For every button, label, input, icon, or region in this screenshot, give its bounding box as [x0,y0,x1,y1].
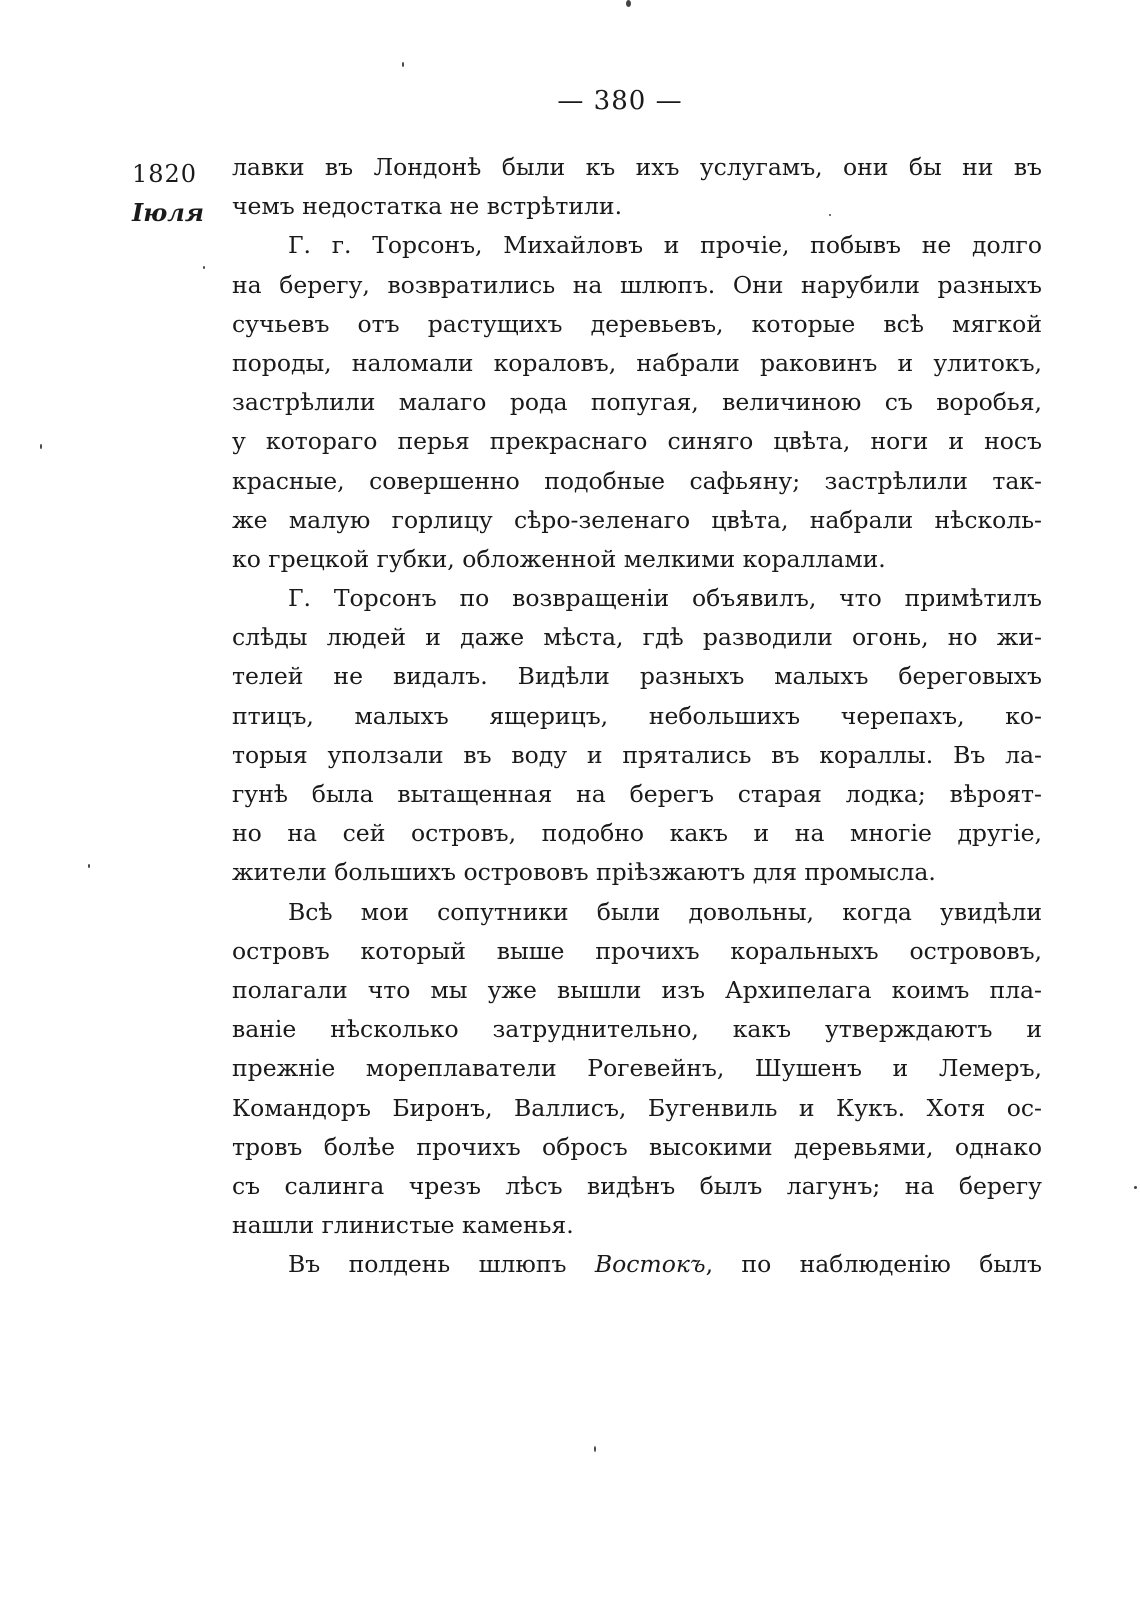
text-line: ко грецкой губки, обложенной мелкими кораллами. [232,544,886,573]
margin-month: Іюля [132,198,204,227]
text-line: красные, совершенно подобные сафьяну; застрѣлили так- [232,466,1042,495]
scan-speck [203,266,205,269]
text-line: полагали что мы уже вышли изъ Архипелага коимъ пла- [232,975,1042,1004]
text-line: телей не видалъ. Видѣли разныхъ малыхъ береговыхъ [232,662,1042,691]
paragraph [232,226,1042,579]
margin-year: 1820 [132,160,198,188]
text-line: Г. г. Торсонъ, Михайловъ и прочіе, побывъ не долго [288,231,1042,260]
body-text [232,148,1042,1284]
text-line: у котораго перья прекраснаго синяго цвѣта, ноги и носъ [232,427,1042,456]
text-line: же малую горлицу сѣро-зеленаго цвѣта, набрали нѣсколь- [232,505,1042,534]
text-line: островъ который выше прочихъ коральныхъ острововъ, [232,936,1042,965]
text-line: прежніе мореплаватели Рогевейнъ, Шушенъ и Лемеръ, [232,1054,1042,1083]
text-line: чемъ недостатка не встрѣтили. [232,192,623,221]
scan-speck [626,0,631,7]
text-line: торыя уползали въ воду и прятались въ кораллы. Въ ла- [232,740,1042,769]
scan-speck [402,62,404,67]
text-line: ваніе нѣсколько затруднительно, какъ утверждаютъ и [232,1015,1042,1044]
scan-speck [594,1446,596,1452]
text-line: тровъ болѣе прочихъ обросъ высокими деревьями, однако [232,1132,1042,1161]
ship-name: Востокъ [594,1250,706,1279]
text-line: на берегу, возвратились на шлюпъ. Они нарубили разныхъ [232,270,1042,299]
text-line: Г. Торсонъ по возвращеніи объявилъ, что примѣтилъ [288,584,1042,613]
text-line: нашли глинистые каменья. [232,1211,574,1240]
paragraph [232,1245,1042,1284]
scan-speck [829,214,831,216]
paragraph [232,579,1042,893]
text-line: гунѣ была вытащенная на берегъ старая лодка; вѣроят- [232,780,1042,808]
scan-speck [88,864,90,868]
paragraph [232,893,1042,1246]
text-line: застрѣлили малаго рода попугая, величиною съ воробья, [232,388,1042,417]
scan-speck [40,444,42,449]
text-line: Командоръ Биронъ, Валлисъ, Бугенвиль и Кукъ. Хотя ос- [232,1093,1042,1122]
text-line: породы, наломали кораловъ, набрали раковинъ и улитокъ, [232,348,1042,377]
text-line [232,1245,1042,1284]
text-line: жители большихъ острововъ пріѣзжаютъ для промысла. [232,858,936,887]
text-line: лавки въ Лондонѣ были къ ихъ услугамъ, они бы ни въ [232,153,1042,181]
text-line: съ салинга чрезъ лѣсъ видѣнъ былъ лагунъ; на берегу [232,1171,1042,1200]
text-line: но на сей островъ, подобно какъ и на многіе другіе, [232,819,1042,848]
text-line: слѣды людей и даже мѣста, гдѣ разводили огонь, но жи- [232,623,1042,652]
text-line: Всѣ мои сопутники были довольны, когда увидѣли [288,897,1042,926]
scan-speck [1134,1186,1137,1189]
text-line: сучьевъ отъ растущихъ деревьевъ, которые всѣ мягкой [232,309,1042,338]
page-number: — 380 — [557,86,683,116]
paragraph [232,148,1042,226]
closing-text-after: , по наблюденію былъ [705,1250,1042,1279]
text-line: птицъ, малыхъ ящерицъ, небольшихъ черепахъ, ко- [232,701,1042,730]
closing-text-before: Въ полдень шлюпъ [288,1250,567,1279]
